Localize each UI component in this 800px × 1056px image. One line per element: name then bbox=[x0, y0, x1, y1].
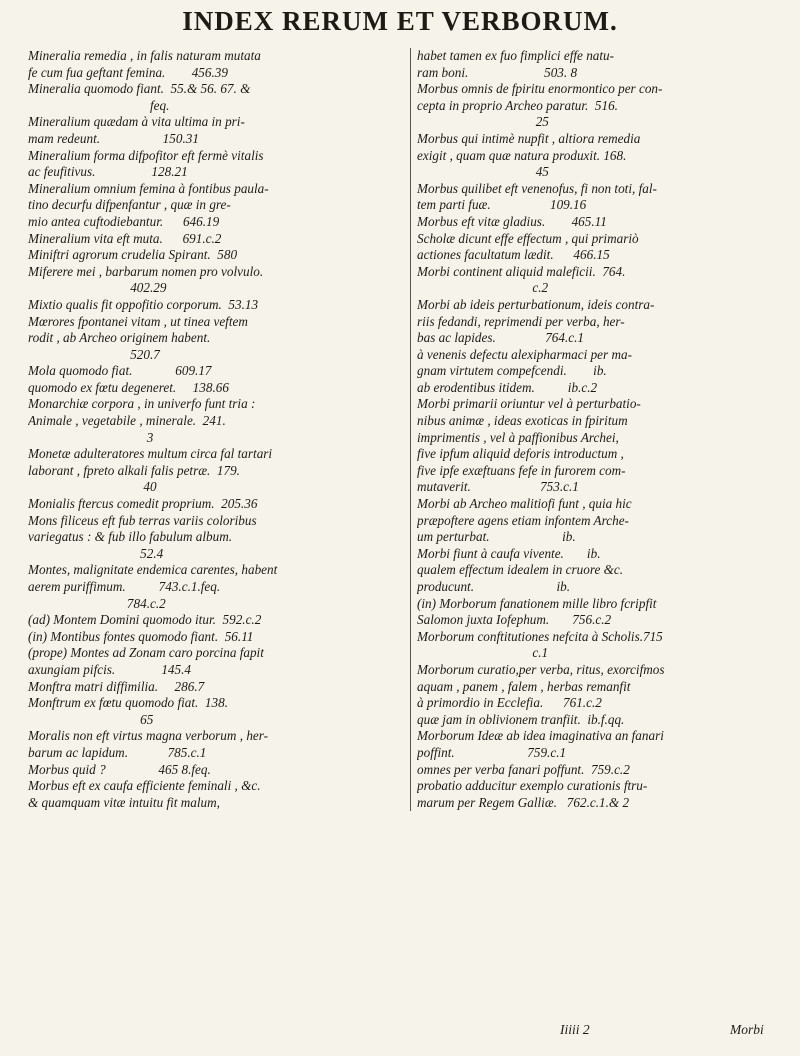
index-entry-line: probatio adducitur exemplo curationis ftru- bbox=[417, 778, 648, 794]
index-entry-line: imprimentis , vel à paffionibus Archei, bbox=[417, 429, 619, 445]
index-entry-line: exigit , quam quæ natura produxit. 168. bbox=[417, 147, 627, 163]
index-entry-line: Salomon juxta Iofephum. 756.c.2 bbox=[417, 612, 612, 628]
index-entry-line: aquam , panem , falem , herbas remanfit bbox=[417, 678, 631, 694]
index-entry-line: & quamquam vitæ intuitu fit malum, bbox=[28, 794, 220, 810]
index-entry-line: (ad) Montem Domini quomodo itur. 592.c.2 bbox=[28, 612, 262, 628]
index-entry-line: Morbus eft ex caufa efficiente feminali , &c. bbox=[28, 778, 261, 794]
index-entry-line: Morbus quid ? 465 8.feq. bbox=[28, 761, 211, 777]
index-entry-line: 40 bbox=[28, 479, 157, 495]
index-column-left bbox=[28, 48, 400, 811]
index-entry-line: Morborum curatio,per verba, ritus, exorcifmos bbox=[417, 661, 665, 677]
index-entry-line: 45 bbox=[417, 164, 549, 180]
index-entry-line: quomodo ex fœtu degeneret. 138.66 bbox=[28, 379, 229, 395]
index-entry-line: variegatus : & fub illo fabulum album. bbox=[28, 529, 233, 545]
index-entry-line: mio antea cuftodiebantur. 646.19 bbox=[28, 213, 220, 229]
index-entry-line: Monarchiæ corpora , in univerfo funt tria : bbox=[28, 396, 256, 412]
index-entry-line: Morbi fiunt à caufa vivente. ib. bbox=[417, 545, 601, 561]
index-entry-line: axungiam pifcis. 145.4 bbox=[28, 661, 192, 677]
index-entry-line: feq. bbox=[28, 97, 170, 113]
index-entry-line: actiones facultatum lædit. 466.15 bbox=[417, 247, 610, 263]
index-entry-line: 520.7 bbox=[28, 346, 160, 362]
index-entry-line: aerem puriffimum. 743.c.1.feq. bbox=[28, 579, 221, 594]
index-entry-line: præpoftere agens etiam infontem Arche- bbox=[417, 512, 629, 528]
index-entry-line: Morbi ab ideis perturbationum, ideis contra- bbox=[417, 296, 655, 312]
index-entry-line: tem parti fuæ. 109.16 bbox=[417, 197, 587, 213]
index-entry-line: tino decurfu difpenfantur , quæ in gre- bbox=[28, 197, 231, 213]
index-entry-line: Mola quomodo fiat. 609.17 bbox=[28, 363, 212, 379]
index-entry-line: Mineralia quomodo fiant. 55.& 56. 67. & bbox=[28, 81, 251, 97]
index-entry-line: Morbus eft vitæ gladius. 465.11 bbox=[417, 213, 607, 229]
index-entry-line: (in) Morborum fanationem mille libro fcripfit bbox=[417, 595, 657, 611]
index-entry-line: rodit , ab Archeo originem habent. bbox=[28, 330, 211, 346]
index-entry-line: Miniftri agrorum crudelia Spirant. 580 bbox=[28, 247, 238, 263]
index-entry-line: Morborum Ideæ ab idea imaginativa an fanari bbox=[417, 728, 664, 744]
index-entry-line: Animale , vegetabile , minerale. 241. bbox=[28, 413, 226, 429]
index-entry-line: Moralis non eft virtus magna verborum , her- bbox=[28, 728, 269, 744]
index-entry-line: Scholæ dicunt effe effectum , qui primariò bbox=[417, 230, 639, 246]
index-entry-line: mutaverit. 753.c.1 bbox=[417, 479, 579, 495]
index-entry-line: Mœrores fpontanei vitam , ut tinea veftem bbox=[28, 313, 248, 329]
index-entry-line: (prope) Montes ad Zonam caro porcina fapit bbox=[28, 645, 264, 661]
index-entry-line: barum ac lapidum. 785.c.1 bbox=[28, 744, 207, 760]
index-entry-line: qualem effectum idealem in cruore &c. bbox=[417, 562, 624, 578]
index-entry-line: ab erodentibus itidem. ib.c.2 bbox=[417, 379, 598, 395]
index-entry-line: mam redeunt. 150.31 bbox=[28, 130, 199, 146]
index-entry-line: Monialis ftercus comedit proprium. 205.36 bbox=[28, 496, 258, 512]
signature-mark: Iiiii 2 bbox=[560, 1022, 590, 1037]
index-entry-line: Mineralium omnium femina à fontibus paula- bbox=[28, 180, 269, 196]
index-entry-line: Mineralium vita eft muta. 691.c.2 bbox=[28, 230, 222, 246]
index-entry-line: c.1 bbox=[417, 645, 549, 661]
index-entry-line: 402.29 bbox=[28, 280, 167, 296]
index-entry-line: Montes, malignitate endemica carentes, habent bbox=[28, 562, 278, 578]
index-entry-line: 65 bbox=[28, 711, 154, 727]
index-entry-line: five ipfum aliquid deforis introductum , bbox=[417, 446, 624, 462]
index-entry-line: Mineralium quædam à vita ultima in pri- bbox=[28, 114, 245, 130]
index-entry-line: Morbus omnis de fpiritu enormontico per con- bbox=[417, 81, 663, 97]
index-entry-line: nibus animæ , ideas exoticas in fpiritum bbox=[417, 413, 628, 429]
index-entry-line: 25 bbox=[417, 114, 549, 130]
index-entry-line: fe cum fua geftant femina. 456.39 bbox=[28, 64, 228, 80]
index-entry-line: quæ jam in oblivionem tranfiit. ib.f.qq. bbox=[417, 711, 625, 727]
index-entry-line: Monftra matri diffimilia. 286.7 bbox=[28, 678, 205, 694]
index-entry-line: Morbi continent aliquid maleficii. 764. bbox=[417, 263, 626, 279]
page-header: INDEX RERUM ET VERBORUM. bbox=[182, 6, 618, 36]
index-entry-line: omnes per verba fanari poffunt. 759.c.2 bbox=[417, 761, 630, 777]
index-entry-line: Morbus quilibet eft venenofus, fi non toti, fal- bbox=[417, 180, 657, 196]
index-entry-line: c.2 bbox=[417, 280, 549, 296]
index-entry-line: Morborum conftitutiones nefcita à Scholis.715 bbox=[417, 628, 663, 644]
index-entry-line: Monetæ adulteratores multum circa fal tartari bbox=[28, 446, 273, 462]
index-entry-line: bas ac lapides. 764.c.1 bbox=[417, 330, 585, 346]
index-entry-line: laborant , fpreto alkali falis petræ. 179. bbox=[28, 462, 240, 478]
index-entry-line: ram boni. 503. 8 bbox=[417, 64, 578, 80]
index-entry-line: riis fedandi, reprimendi per verba, her- bbox=[417, 313, 625, 329]
index-entry-line: (in) Montibus fontes quomodo fiant. 56.11 bbox=[28, 628, 254, 644]
index-entry-line: Morbi ab Archeo malitiofi funt , quia hic bbox=[417, 496, 632, 512]
index-entry-line: Morbus qui intimè nupfit , altiora remedia bbox=[417, 130, 641, 146]
index-entry-line: Mixtio qualis fit oppofitio corporum. 53.13 bbox=[28, 296, 259, 312]
index-entry-line: five ipfe exæftuans fefe in furorem com- bbox=[417, 462, 626, 478]
index-entry-line: Monftrum ex fœtu quomodo fiat. 138. bbox=[28, 695, 229, 711]
index-entry-line: à venenis defectu alexipharmaci per ma- bbox=[417, 346, 632, 362]
index-entry-line: 784.c.2 bbox=[28, 595, 166, 611]
index-column-right bbox=[410, 48, 789, 811]
index-entry-line: ac feufitivus. 128.21 bbox=[28, 164, 188, 180]
index-entry-line: à primordio in Ecclefia. 761.c.2 bbox=[417, 695, 602, 711]
index-entry-line: 3 bbox=[28, 429, 154, 445]
catchword: Morbi bbox=[730, 1022, 764, 1037]
index-entry-line: Mons filiceus eft fub terras variis coloribus bbox=[28, 512, 257, 528]
index-entry-line: gnam virtutem compefcendi. ib. bbox=[417, 363, 607, 379]
index-entry-line: marum per Regem Galliæ. 762.c.1.& 2 bbox=[417, 794, 630, 810]
index-entry-line: Mineralium forma difpofitor eft fermè vitalis bbox=[28, 147, 264, 163]
index-entry-line: poffint. 759.c.1 bbox=[417, 744, 567, 760]
index-entry-line: 52.4 bbox=[28, 545, 164, 561]
index-entry-line: um perturbat. ib. bbox=[417, 529, 576, 545]
index-entry-line: producunt. ib. bbox=[417, 579, 570, 594]
index-entry-line: Morbi primarii oriuntur vel à perturbatio- bbox=[417, 396, 641, 412]
index-entry-line: Miferere mei , barbarum nomen pro volvulo. bbox=[28, 263, 264, 279]
index-entry-line: cepta in proprio Archeo paratur. 516. bbox=[417, 97, 618, 113]
index-entry-line: habet tamen ex fuo fimplici effe natu- bbox=[417, 48, 615, 63]
index-entry-line: Mineralia remedia , in falis naturam mutata bbox=[28, 48, 261, 63]
